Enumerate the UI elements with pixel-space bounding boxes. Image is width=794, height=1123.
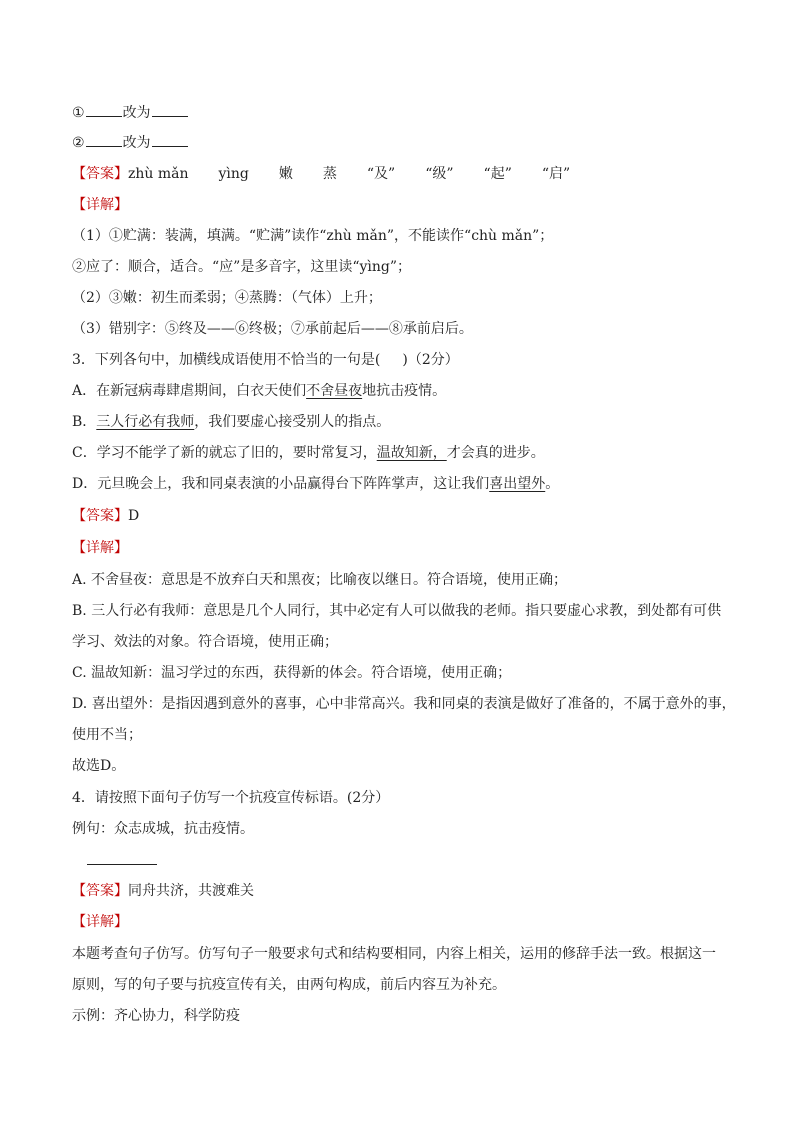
q3-stem: 3．下列各句中，加横线成语使用不恰当的一句是( )（2分）	[72, 352, 459, 368]
q2-answer-line: 【答案】zhù mǎn yìng 嫩 蒸 “及” “级” “起” “启”	[72, 166, 571, 182]
q3-detail-2a: B. 三人行必有我师：意思是几个人同行，其中必定有人可以做我的老师。指只要虚心求教，到处都有可供	[72, 603, 722, 619]
q3-option-a: A．在新冠病毒肆虐期间，白衣天使们不舍昼夜地抗击疫情。	[72, 383, 447, 399]
intro-line-1: ① 改为	[72, 102, 734, 123]
answer-tag: 【答案】	[72, 166, 128, 182]
q2-detail-3: （2）③嫩：初生而柔弱；④蒸腾：（气体）上升；	[72, 290, 382, 306]
q2-detail-4: （3）错别字：⑤终及——⑥终极；⑦承前起后——⑧承前启后。	[72, 321, 473, 337]
blank	[152, 102, 188, 117]
underlined-idiom: 三人行必有我师	[96, 414, 195, 430]
q3-detail-3: C. 温故知新：温习学过的东西，获得新的体会。符合语境，使用正确；	[72, 665, 512, 681]
q4-detail-1: 本题考查句子仿写。仿写句子一般要求句式和结构要相同，内容上相关，运用的修辞手法一致。根据这一	[72, 946, 716, 962]
q3-option-b: B．三人行必有我师，我们要虚心接受别人的指点。	[72, 414, 391, 430]
q4-stem: 4．请按照下面句子仿写一个抗疫宣传标语。(2分）	[72, 790, 390, 806]
detail-tag: 【详解】	[72, 540, 128, 556]
q2-detail-2: ②应了：顺合，适合。“应”是多音字，这里读“yìng”；	[72, 259, 411, 275]
detail-tag: 【详解】	[72, 197, 128, 213]
answer-tag: 【答案】	[72, 883, 128, 899]
underlined-idiom: 喜出望外	[489, 476, 546, 492]
q3-option-d: D．元旦晚会上，我和同桌表演的小品赢得台下阵阵掌声，这让我们喜出望外。	[72, 476, 560, 492]
intro-line-2: ② 改为	[72, 132, 734, 153]
underlined-idiom: 温故知新，	[376, 445, 447, 461]
q3-detail-4b: 使用不当；	[72, 727, 142, 743]
blank	[152, 132, 188, 147]
q3-option-c: C．学习不能学了新的就忘了旧的，要时常复习，温故知新，才会真的进步。	[72, 445, 545, 461]
q4-detail-2: 原则，写的句子要与抗疫宣传有关，由两句构成，前后内容互为补充。	[72, 977, 506, 993]
q3-detail-1: A. 不舍昼夜：意思是不放弃白天和黑夜；比喻夜以继日。符合语境，使用正确；	[72, 572, 568, 588]
blank	[86, 132, 122, 147]
answer-tag: 【答案】	[72, 508, 128, 524]
q4-answer-line: 【答案】同舟共济，共渡难关	[72, 883, 254, 899]
detail-tag: 【详解】	[72, 914, 128, 930]
q3-answer-line: 【答案】D	[72, 508, 140, 524]
q3-detail-2b: 学习、效法的对象。符合语境，使用正确；	[72, 634, 338, 650]
q4-answer-blank-line	[72, 850, 734, 871]
q3-conclusion: 故选D。	[72, 758, 126, 774]
underlined-idiom: 不舍昼夜	[306, 383, 363, 399]
q4-example-answer: 示例：齐心协力，科学防疫	[72, 1008, 240, 1024]
answer-blank	[87, 850, 157, 865]
q3-detail-4a: D. 喜出望外：是指因遇到意外的喜事，心中非常高兴。我和同桌的表演是做好了准备的，不属于意外的事，	[72, 696, 736, 712]
blank	[86, 102, 122, 117]
q4-example: 例句：众志成城，抗击疫情。	[72, 821, 254, 837]
q2-detail-1: （1）①贮满：装满，填满。“贮满”读作“zhù mǎn”，不能读作“chù mǎn”；	[72, 228, 554, 244]
